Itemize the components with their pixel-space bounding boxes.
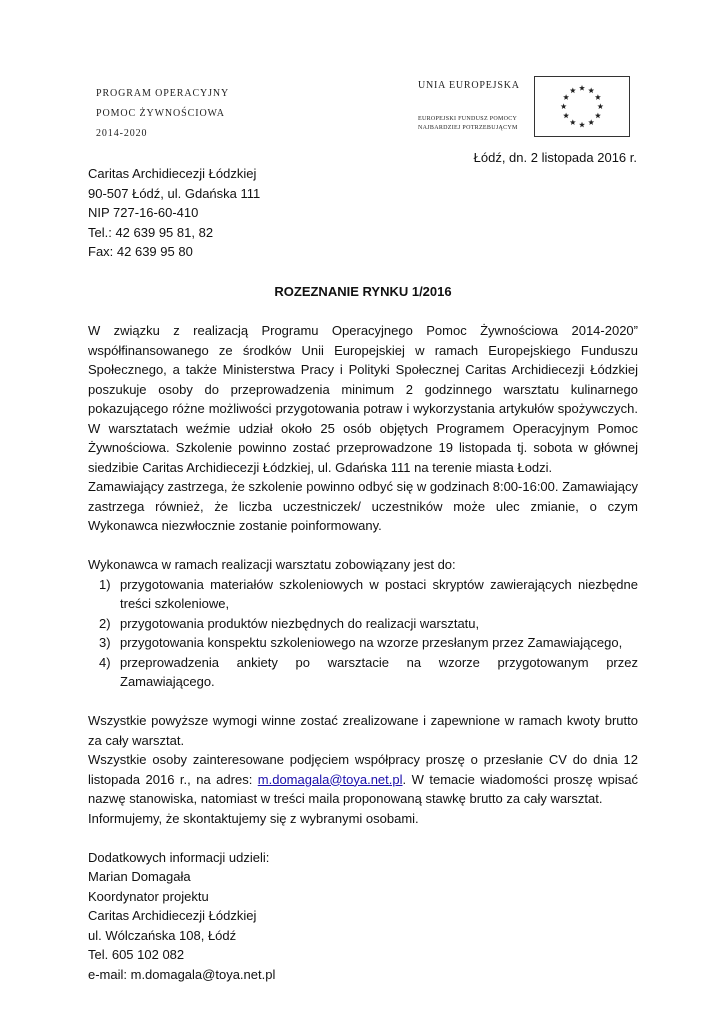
contact-line: Marian Domagała: [88, 869, 191, 884]
list-text: przeprowadzenia ankiety po warsztacie na wzorze przygotowanym przez Zamawiającego.: [120, 654, 638, 689]
requirements-paragraph: Wszystkie powyższe wymogi winne zostać zrealizowane i zapewnione w ramach kwoty brutto za cały warsztat.: [88, 713, 638, 748]
contact-block: [88, 848, 638, 985]
star-icon: [588, 87, 594, 93]
contact-line: e-mail: m.domagala@toya.net.pl: [88, 966, 276, 982]
sender-address: [88, 164, 638, 262]
eu-fund-line: EUROPEJSKI FUNDUSZ POMOCY: [418, 116, 518, 122]
list-number: 2): [99, 615, 111, 631]
star-icon: [563, 94, 569, 100]
eu-fund: [418, 115, 518, 133]
obligations-list: [88, 575, 638, 692]
cv-text: Wszystkie osoby zainteresowane podjęciem współpracy proszę o przesłanie CV do dnia 12 listopada 2016 r., na adres:: [88, 752, 638, 787]
star-icon: [561, 103, 567, 109]
eu-fund-line: NAJBARDZIEJ POTRZEBUJĄCYM: [418, 125, 518, 131]
program-header: [96, 84, 229, 144]
star-icon: [588, 119, 594, 125]
program-line: 2014-2020: [96, 128, 148, 139]
eu-stars-icon: [535, 77, 629, 136]
list-item: [88, 614, 638, 634]
list-text: przygotowania materiałów szkoleniowych w postaci skryptów zawierających niezbędne treści szkoleniowe,: [120, 576, 638, 611]
document-title: ROZEZNANIE RYNKU 1/2016: [274, 283, 452, 299]
list-number: 3): [99, 635, 111, 650]
star-icon: [570, 87, 576, 93]
sender-line: Caritas Archidiecezji Łódzkiej: [88, 166, 257, 181]
email-link[interactable]: m.domagala@toya.net.pl: [257, 771, 403, 787]
list-item: [88, 575, 638, 614]
star-icon: [579, 85, 585, 91]
letter-body: [88, 164, 638, 984]
star-icon: [563, 113, 569, 119]
contact-line: Dodatkowych informacji udzieli:: [88, 849, 270, 865]
eu-title: UNIA EUROPEJSKA: [418, 80, 520, 91]
contact-line: Tel. 605 102 082: [88, 947, 185, 962]
list-text: przygotowania konspektu szkoleniowego na wzorze przesłanym przez Zamawiającego,: [120, 635, 623, 650]
cv-request-paragraph: [88, 750, 638, 809]
reservation-paragraph: Zamawiający zastrzega, że szkolenie powinno odbyć się w godzinach 8:00-16:00. Zamawiający zastrzega również, że liczba uczestniczek/ uczestników może ulec zmianie, o czym Wykonawca niezwłocznie zostanie poinformowany.: [88, 479, 638, 533]
star-icon: [595, 94, 601, 100]
star-icon: [570, 119, 576, 125]
inform-paragraph: Informujemy, że skontaktujemy się z wybranymi osobami.: [88, 810, 419, 826]
contact-line: Caritas Archidiecezji Łódzkiej: [88, 908, 257, 923]
list-text: przygotowania produktów niezbędnych do realizacji warsztatu,: [120, 615, 480, 631]
contact-line: Koordynator projektu: [88, 888, 209, 904]
program-line: PROGRAM OPERACYJNY: [96, 88, 230, 99]
contact-line: ul. Wólczańska 108, Łódź: [88, 927, 237, 943]
letter-date: Łódź, dn. 2 listopada 2016 r.: [473, 150, 637, 165]
eu-header: [418, 80, 520, 131]
list-item: [88, 653, 638, 692]
star-icon: [597, 103, 603, 109]
sender-line: NIP 727-16-60-410: [88, 205, 199, 220]
star-icon: [579, 122, 585, 128]
program-line: POMOC ŻYWNOŚCIOWA: [96, 108, 225, 119]
eu-flag-logo: [534, 76, 630, 137]
list-item: [88, 633, 638, 653]
sender-line: Tel.: 42 639 95 81, 82: [88, 224, 214, 240]
list-number: 4): [99, 654, 111, 670]
cv-text: . W temacie wiadomości proszę wpisać nazwę stanowiska, natomiast w treści maila proponowaną stawkę brutto za cały warsztat.: [88, 771, 638, 806]
star-icon: [595, 113, 601, 119]
obligations-intro: Wykonawca w ramach realizacji warsztatu zobowiązany jest do:: [88, 557, 456, 572]
list-number: 1): [99, 576, 111, 592]
intro-paragraph: W związku z realizacją Programu Operacyjnego Pomoc Żywnościowa 2014-2020” współfinansowanego ze środków Unii Europejskiej w ramach Europejskiego Funduszu Społecznego, a także Ministerstwa Pracy i Polityki Społecznej Caritas Archidiecezji Łódzkiej poszukuje osoby do przeprowadzenia minimum 2 godzinnego warsztatu kulinarnego pokazującego różne możliwości przygotowania potraw i wykorzystania artykułów spożywczych. W warsztatach weźmie udział około 25 osób objętych Programem Operacyjnym Pomoc Żywnościowa. Szkolenie powinno zostać przeprowadzone 19 listopada tj. sobota w głównej siedzibie Caritas Archidiecezji Łódzkiej, ul. Gdańska 111 na terenie miasta Łodzi.: [88, 323, 638, 475]
sender-line: 90-507 Łódź, ul. Gdańska 111: [88, 185, 261, 201]
sender-line: Fax: 42 639 95 80: [88, 244, 193, 259]
